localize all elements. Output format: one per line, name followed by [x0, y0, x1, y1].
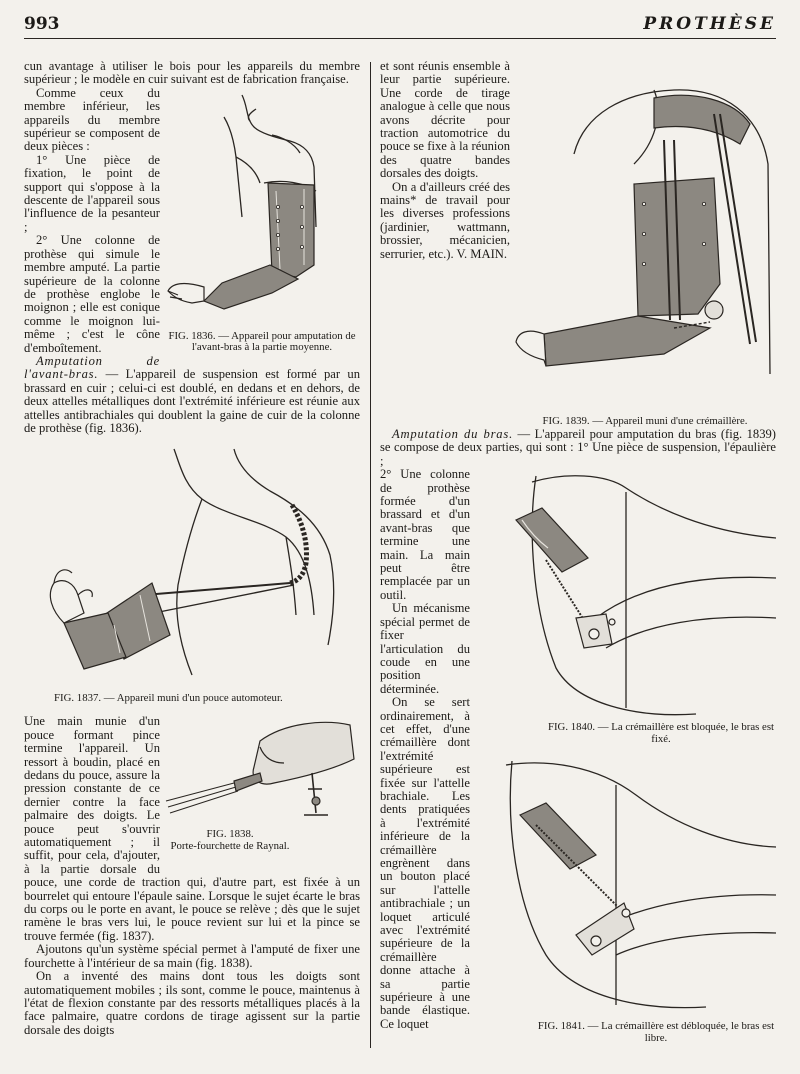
paragraph: cun avantage à utiliser le bois pour les appareils du membre supérieur ; le modèle en cuir suivant est de fabrication française.: [24, 59, 360, 87]
column-divider: [370, 62, 371, 1048]
shoulder-cord-illustration: [24, 445, 360, 695]
figure-1839: [514, 84, 776, 427]
paragraph: Ajoutons qu'un système spécial permet à l'amputé de fixer une fourchette à l'intérieur de sa main (fig. 1838).: [24, 942, 360, 970]
page-header: [24, 14, 776, 40]
paragraph-text: — L'appareil pour amputation du bras (fig. 1839) se compose de deux parties, qui sont : 1° Une pièce de suspension, l'épaulière ;: [380, 427, 777, 468]
right-column: [380, 60, 776, 1042]
running-head: PROTHÈSE: [643, 14, 776, 34]
figure-caption-text: — La crémaillère est bloquée, le bras est fixé.: [597, 721, 775, 745]
figure-number: FIG. 1839.: [542, 415, 590, 427]
left-column: [24, 60, 360, 1037]
figure-caption: [170, 829, 290, 852]
figure-1838: [164, 717, 360, 863]
arm-prosthesis-illustration: [164, 87, 360, 327]
figure-caption: [536, 1021, 776, 1044]
rack-unlocked-illustration: [476, 755, 776, 1017]
figure-number: FIG. 1838.: [206, 828, 254, 841]
paragraph: On se sert ordinairement, à cet effet, d'une crémaillère dont l'extrémité supérieure est fixée sur l'attelle brachiale. Les dents pratiquées à l'extrémité inférieure de la crémaillère engrènent dans un bouton placé sur l'attelle antibrachiale ; un loquet articulé avec l'extrémité supérieure de la crémaillère donne attache à sa partie supérieure à une bande élastique. Ce loquet: [380, 695, 470, 1031]
figure-1837: [24, 445, 360, 715]
figure-caption-text: — Appareil muni d'un pouce automoteur.: [103, 692, 283, 705]
paragraph: 2° Une colonne de prothèse qui simule le membre amputé. La partie supérieure de la colonne de prothèse englobe le moignon ; elle est conique comme le moignon lui-même ; c'est le cône d'emboîtement.: [24, 233, 160, 355]
figure-number: FIG. 1841.: [537, 1020, 585, 1033]
figure-number: FIG. 1836.: [168, 329, 216, 342]
paragraph: 1° Une pièce de fixation, le point de support qui s'oppose à la descente de l'appareil sous l'influence de la pesanteur ;: [24, 152, 160, 234]
figure-caption: [514, 416, 776, 428]
figure-caption: [164, 331, 360, 354]
figure-caption-text: — La crémaillère est débloquée, le bras est libre.: [587, 1020, 775, 1044]
paragraph: [24, 355, 360, 435]
page-number: 993: [24, 14, 60, 34]
figure-caption: [54, 693, 283, 705]
paragraph: [380, 428, 776, 468]
fork-holder-illustration: [164, 717, 360, 825]
figure-caption-text: — Appareil muni d'une crémaillère.: [592, 415, 748, 427]
figure-1836: [164, 87, 360, 363]
section-heading: Amputation du bras.: [392, 427, 514, 441]
rack-locked-illustration: [476, 468, 776, 718]
section-heading: Amputation de l'avant-bras.: [24, 353, 160, 382]
figure-caption: [546, 722, 776, 745]
figure-caption-text: — Appareil pour amputation de l'avant-bras à la partie moyenne.: [191, 329, 356, 354]
figure-1840-1841: [476, 468, 776, 1042]
paragraph-text: — L'appareil de suspension est formé par un brassard en cuir ; celui-ci est doublé, en dedans et en dehors, de deux attelles métalliques dont l'extrémité inférieure est réunie aux attelles antibrachiales qui doublent la gaine de cuir de la colonne de prothèse (fig. 1836).: [24, 367, 361, 435]
figure-number: FIG. 1840.: [547, 721, 596, 734]
paragraph: On a inventé des mains dont tous les doigts sont automatiquement mobiles ; ils sont, comme le pouce, maintenus à l'état de flexion constante par des ressorts métalliques placés à la face palmaire, quatre cordons de tirage agissent sur la partie dorsale des doigts: [24, 969, 360, 1037]
figure-number: FIG. 1837.: [54, 692, 102, 705]
paragraph: 2° Une colonne de prothèse formée d'un brassard et d'un avant-bras que termine une main. La main peut être remplacée par un outil.: [380, 467, 470, 602]
figure-caption-text: Porte-fourchette de Raynal.: [170, 839, 290, 852]
paragraph: On a d'ailleurs créé des mains* de travail pour les diverses professions (jardinier, wattmann, brossier, mécanicien, serrurier, etc.). V. MAIN.: [380, 179, 510, 261]
paragraph: et sont réunis ensemble à leur partie supérieure. Une corde de tirage analogue à celle que nous avons décrite pour traction automotrice du pouce se fixe à la réunion des quatre bandes dorsales des doigts.: [380, 59, 510, 181]
paragraph: Une main munie d'un pouce formant pince termine l'appareil. Un ressort à boudin, placé en dedans du pouce, assure la pression constante de ce dernier contre la face palmaire des doigts. Le pouce peut s'ouvrir automatiquement ; il suffit, pour cela, d'ajouter, à la partie dorsale du pouce, une corde de traction qui, d'autre part, est fixée à un bourrelet qui entoure l'épaule saine. Lorsque le sujet écarte le bras du corps ou le porte en avant, le pouce se relève ; dès que le sujet ramène le bras vers lui, le pouce revient sur lui et la pince se trouve fermée (fig. 1837).: [24, 714, 360, 943]
paragraph: Un mécanisme spécial permet de fixer l'articulation du coude en une position déterminée.: [380, 601, 470, 696]
rack-arm-illustration: [514, 84, 776, 376]
paragraph: Comme ceux du membre inférieur, les appareils du membre supérieur se composent de deux pièces :: [24, 85, 160, 154]
header-rule: [24, 38, 776, 39]
